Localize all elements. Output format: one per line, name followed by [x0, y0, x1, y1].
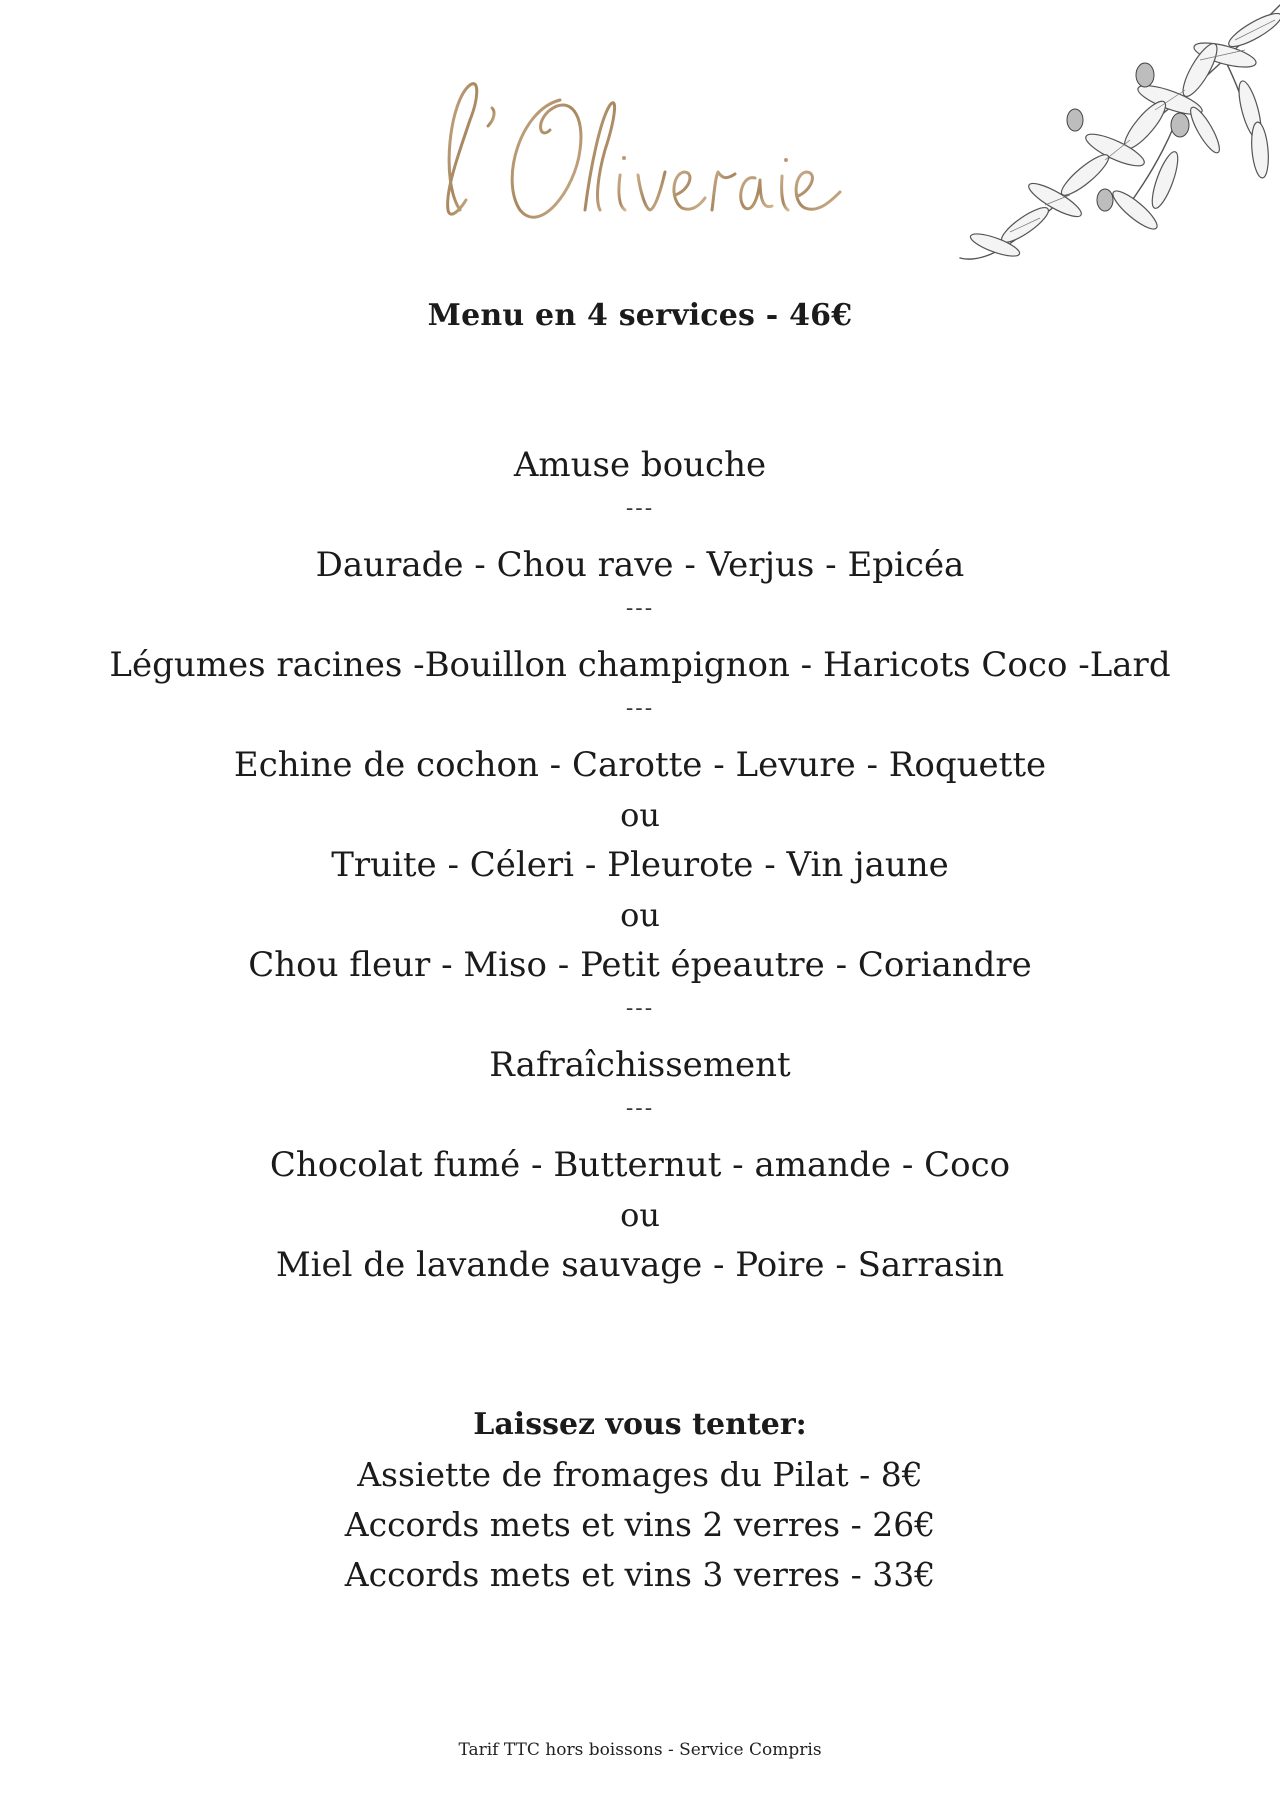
- course-separator: ---: [625, 1096, 655, 1121]
- extras-section: [0, 1400, 1280, 1600]
- restaurant-logo: [400, 60, 880, 240]
- extra-cheese: Assiette de fromages du Pilat - 8€: [357, 1455, 923, 1494]
- or-divider: ou: [620, 1196, 660, 1234]
- main-option-pork: Echine de cochon - Carotte - Levure - Roquette: [233, 745, 1047, 785]
- logo-script-drawing: [400, 60, 880, 240]
- or-divider: ou: [620, 896, 660, 934]
- menu-title: Menu en 4 services - 46€: [427, 298, 853, 333]
- main-option-cauliflower: Chou fleur - Miso - Petit épeautre - Coriandre: [248, 945, 1032, 985]
- course-starter: Daurade - Chou rave - Verjus - Epicéa: [315, 545, 965, 585]
- course-amuse-bouche: Amuse bouche: [513, 445, 767, 485]
- course-refreshment: Rafraîchissement: [489, 1045, 791, 1085]
- course-separator: ---: [625, 996, 655, 1021]
- course-separator: ---: [625, 496, 655, 521]
- extra-wine-3: Accords mets et vins 3 verres - 33€: [344, 1555, 936, 1594]
- or-divider: ou: [620, 796, 660, 834]
- footer-note: Tarif TTC hors boissons - Service Compris: [458, 1740, 822, 1760]
- course-separator: ---: [625, 596, 655, 621]
- olive-branch-illustration: [955, 0, 1280, 290]
- dessert-option-honey: Miel de lavande sauvage - Poire - Sarrasin: [275, 1245, 1005, 1285]
- extra-wine-2: Accords mets et vins 2 verres - 26€: [344, 1505, 936, 1544]
- course-separator: ---: [625, 696, 655, 721]
- main-option-trout: Truite - Céleri - Pleurote - Vin jaune: [331, 845, 949, 885]
- extras-title: Laissez vous tenter:: [473, 1407, 807, 1442]
- course-vegetables: Légumes racines -Bouillon champignon - Haricots Coco -Lard: [109, 645, 1171, 685]
- dessert-option-chocolate: Chocolat fumé - Butternut - amande - Coco: [269, 1145, 1011, 1185]
- olive-branch-icon: [955, 0, 1280, 290]
- course-list: [0, 440, 1280, 1290]
